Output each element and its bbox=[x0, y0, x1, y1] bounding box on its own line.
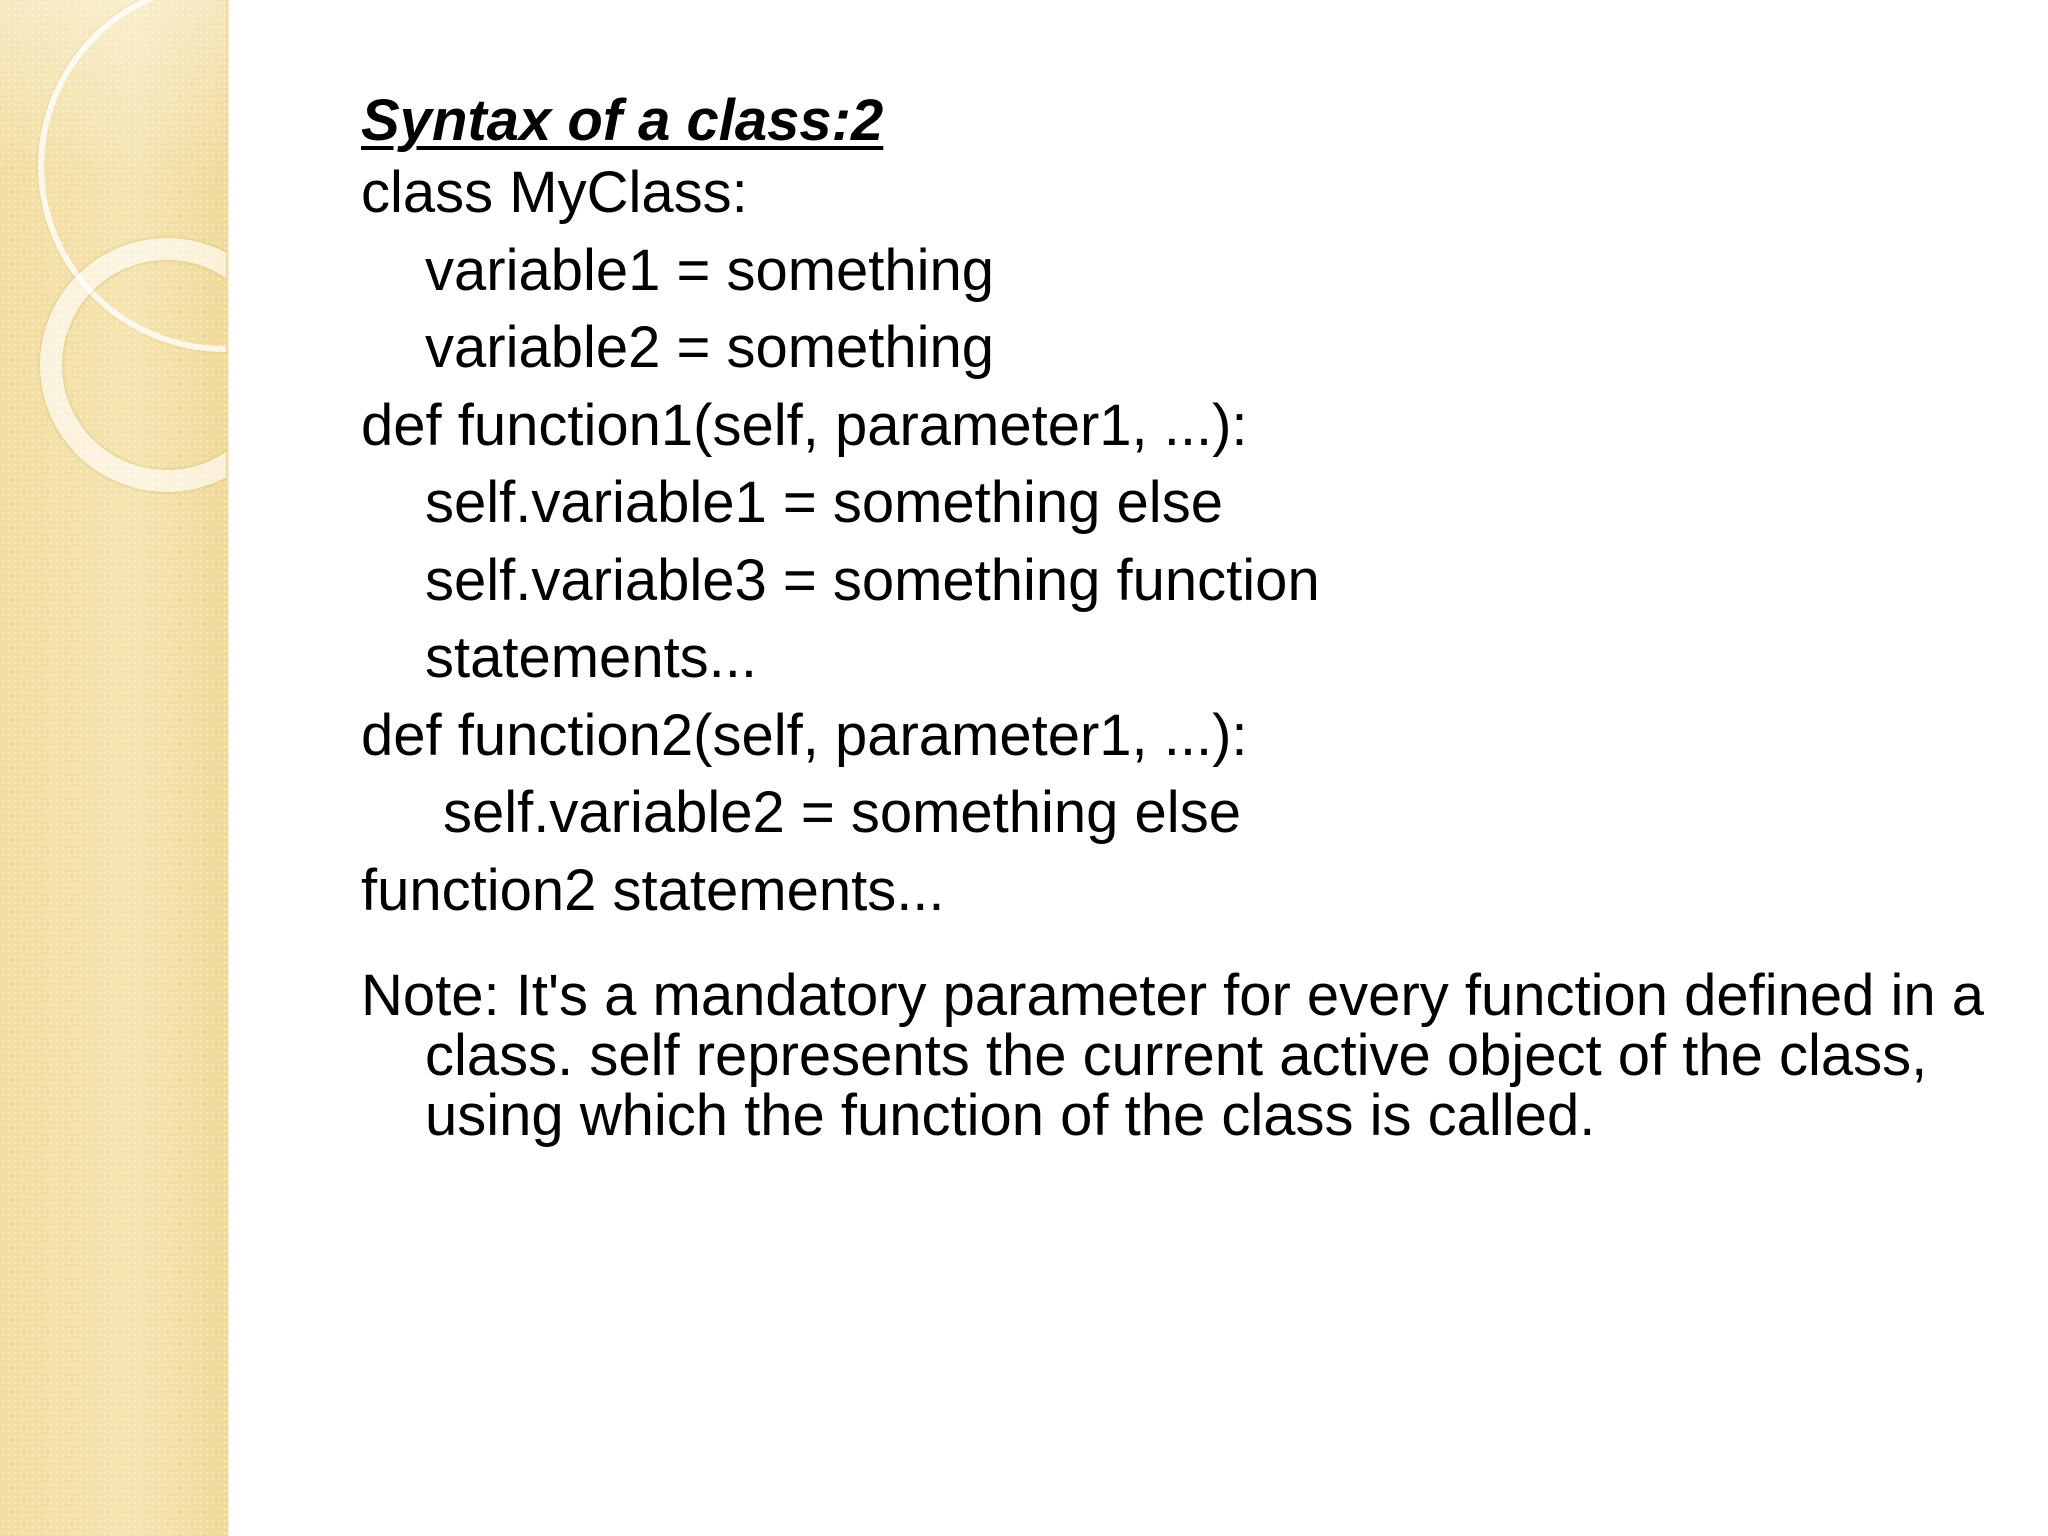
slide-content bbox=[361, 88, 2011, 1146]
code-line-def-function1: def function1(self, parameter1, ...): bbox=[361, 392, 1248, 458]
decorative-side-band bbox=[0, 0, 228, 1536]
code-line-statements: statements... bbox=[425, 625, 758, 690]
code-line-def-function2: def function2(self, parameter1, ...): bbox=[361, 702, 1248, 768]
code-line-variable1: variable1 = something bbox=[425, 237, 995, 303]
code-line-self-variable3: self.variable3 = something function bbox=[425, 547, 1320, 613]
side-band-edge bbox=[226, 0, 229, 1536]
code-line-class-declaration: class MyClass: bbox=[361, 160, 748, 225]
slide-title: Syntax of a class:2 bbox=[361, 88, 884, 153]
code-line-function2-statements: function2 statements... bbox=[361, 857, 945, 923]
code-line-self-variable2: self.variable2 = something else bbox=[443, 780, 1241, 845]
note-paragraph: Note: It's a mandatory parameter for every function defined in a class. self represents the current active object of the class, using which the function of the class is called. bbox=[361, 963, 1985, 1148]
code-line-self-variable1: self.variable1 = something else bbox=[425, 470, 1223, 535]
code-line-variable2: variable2 = something bbox=[425, 315, 995, 380]
decorative-ring-small bbox=[40, 238, 228, 492]
